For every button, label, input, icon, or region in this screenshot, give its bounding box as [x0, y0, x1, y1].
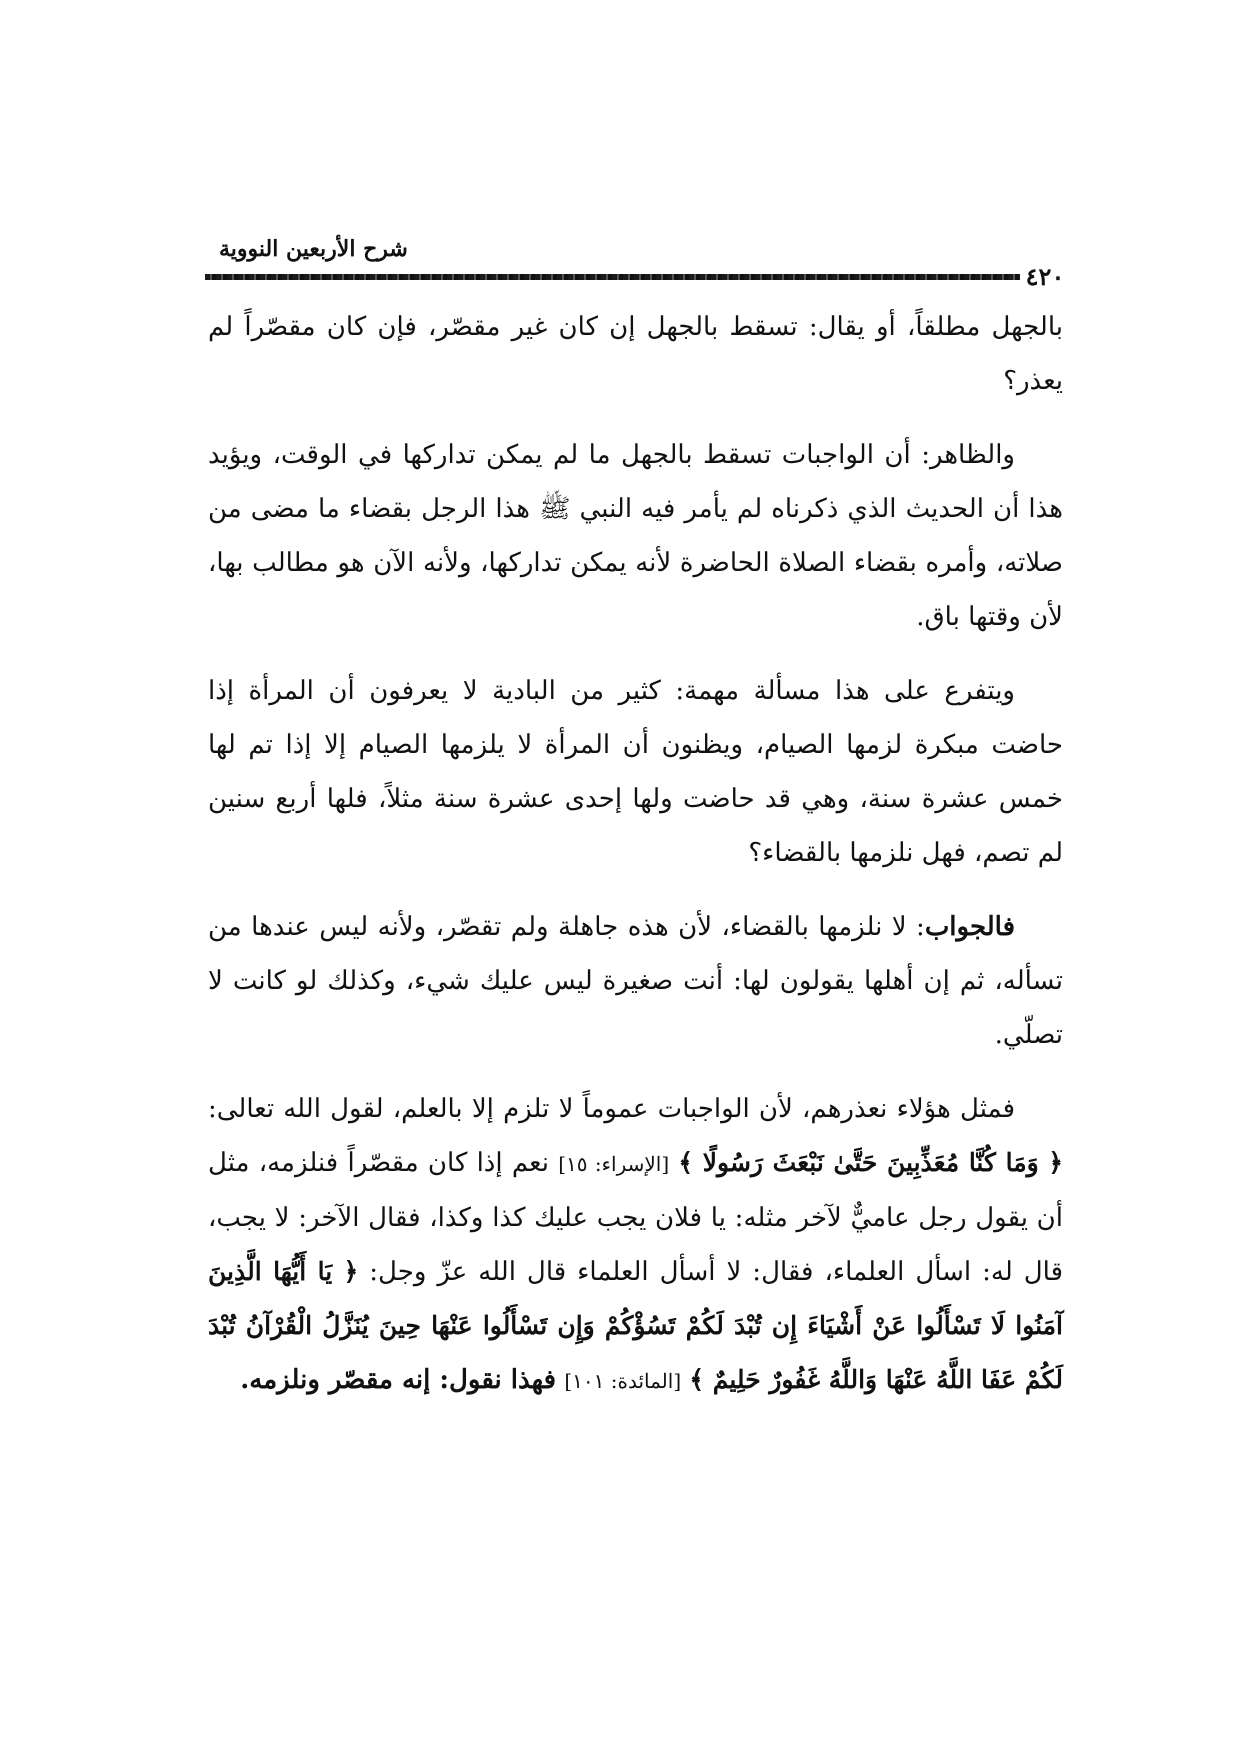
- paragraph-5-part-c: فهذا نقول: إنه مقصّر ونلزمه.: [240, 1365, 557, 1395]
- header-rule: [205, 274, 1020, 280]
- paragraph-5-part-b: نعم إذا كان مقصّراً فنلزمه، مثل أن يقول رجل عاميٌّ لآخر مثله: يا فلان يجب عليك كذا وكذا، فقال الآخر: لا يجب، قال له: اسأل العلماء، فقال: لا أسأل العلماء قال الله عزّ وجل:: [208, 1148, 1064, 1287]
- page-number: ٤٢٠: [1025, 262, 1065, 291]
- page-body: [208, 300, 1063, 1428]
- paragraph-5-part-a: فمثل هؤلاء نعذرهم، لأن الواجبات عموماً لا تلزم إلا بالعلم، لقول الله تعالى:: [208, 1094, 1015, 1124]
- quran-verse-2: ﴿ يَا أَيُّهَا الَّذِينَ آمَنُوا لَا تَسْأَلُوا عَنْ أَشْيَاءَ إِن تُبْدَ لَكُمْ تَسُؤْكُمْ وَإِن تَسْأَلُوا عَنْهَا حِينَ يُنَزَّلُ الْقُرْآنُ تُبْدَ لَكُمْ عَفَا اللَّهُ عَنْهَا وَاللَّهُ غَفُورٌ حَلِيمٌ ﴾: [208, 1257, 1063, 1394]
- paragraph-3: ويتفرع على هذا مسألة مهمة: كثير من البادية لا يعرفون أن المرأة إذا حاضت مبكرة لزمها الصيام، ويظنون أن المرأة لا يلزمها الصيام إلا إذا تم لها خمس عشرة سنة، وهي قد حاضت ولها إحدى عشرة سنة مثلاً، فلها أربع سنين لم تصم، فهل نلزمها بالقضاء؟: [208, 676, 1063, 868]
- paragraph-1: بالجهل مطلقاً، أو يقال: تسقط بالجهل إن كان غير مقصّر، فإن كان مقصّراً لم يعذر؟: [208, 312, 1063, 396]
- quran-verse-1: ﴿ وَمَا كُنَّا مُعَذِّبِينَ حَتَّىٰ نَبْعَثَ رَسُولًا ﴾: [678, 1148, 1064, 1177]
- page-header: [205, 236, 1065, 291]
- running-title: شرح الأربعين النووية: [219, 236, 408, 262]
- verse-reference-2: [المائدة: ١٠١]: [564, 1369, 682, 1393]
- answer-text: : لا نلزمها بالقضاء، لأن هذه جاهلة ولم تقصّر، ولأنه ليس عندها من تسأله، ثم إن أهلها يقولون لها: أنت صغيرة ليس عليك شيء، وكذلك لو كانت لا تصلّي.: [208, 912, 1063, 1050]
- answer-lead: فالجواب: [924, 912, 1015, 942]
- paragraph-2: والظاهر: أن الواجبات تسقط بالجهل ما لم يمكن تداركها في الوقت، ويؤيد هذا أن الحديث الذي ذكرناه لم يأمر فيه النبي ﷺ هذا الرجل بقضاء ما مضى من صلاته، وأمره بقضاء الصلاة الحاضرة لأنه يمكن تداركها، ولأنه الآن هو مطالب بها، لأن وقتها باق.: [208, 440, 1063, 632]
- paragraph-5: [208, 1082, 1063, 1408]
- verse-reference-1: [الإسراء: ١٥]: [558, 1152, 670, 1176]
- paragraph-4: [208, 900, 1063, 1062]
